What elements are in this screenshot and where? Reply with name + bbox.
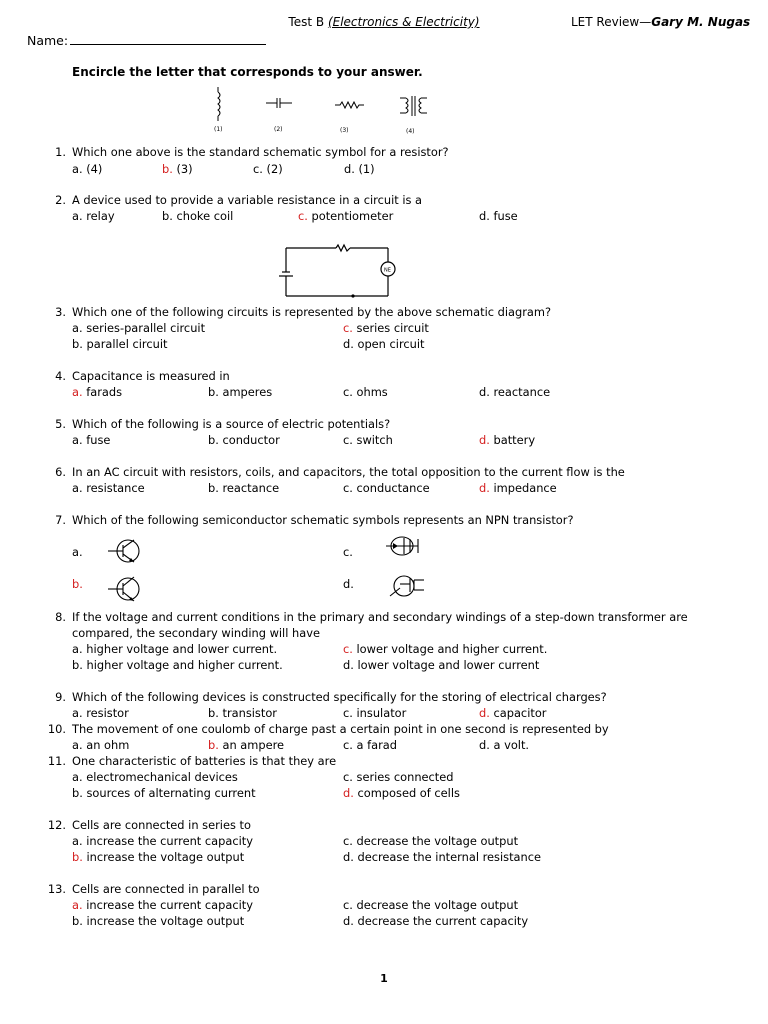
option-text: fuse	[489, 209, 518, 223]
option-letter[interactable]: d.	[343, 658, 354, 672]
option-text: resistor	[82, 706, 129, 720]
answer-option[interactable]	[72, 658, 283, 672]
option-letter[interactable]: a.	[72, 898, 83, 912]
option-letter[interactable]: d.	[479, 385, 490, 399]
question-number: 12.	[47, 818, 66, 832]
answer-option[interactable]	[72, 481, 145, 495]
option-letter[interactable]: c.	[343, 706, 353, 720]
question-stem: Which of the following semiconductor schematic symbols represents an NPN transistor?	[72, 513, 574, 527]
question-number: 7.	[55, 513, 66, 527]
option-letter[interactable]: c.	[298, 209, 308, 223]
answer-option[interactable]	[479, 706, 546, 720]
option-letter[interactable]: b.	[72, 786, 83, 800]
option-text: capacitor	[489, 706, 547, 720]
option-text: reactance	[218, 481, 280, 495]
name-row	[27, 33, 266, 48]
question-number: 4.	[55, 369, 66, 383]
capacitor-symbol	[266, 98, 292, 108]
option-letter[interactable]: c.	[343, 433, 353, 447]
option-text: reactance	[489, 385, 551, 399]
question-stem: One characteristic of batteries is that they are	[72, 754, 337, 768]
question-stem-continued: compared, the secondary winding will have	[72, 626, 320, 640]
option-letter[interactable]: b.	[162, 162, 173, 176]
option-text: series-parallel circuit	[82, 321, 206, 335]
option-letter[interactable]: d.	[343, 850, 354, 864]
option-letter[interactable]: a.	[72, 706, 83, 720]
option-text: impedance	[489, 481, 557, 495]
option-text: decrease the voltage output	[352, 898, 519, 912]
answer-option[interactable]	[298, 209, 393, 223]
question-number: 2.	[55, 193, 66, 207]
question-stem: Which one of the following circuits is represented by the above schematic diagram?	[72, 305, 552, 319]
answer-option[interactable]	[343, 321, 429, 335]
answer-option[interactable]	[343, 433, 393, 447]
option-text: potentiometer	[307, 209, 394, 223]
question-stem: Capacitance is measured in	[72, 369, 230, 383]
option-text: (2)	[262, 162, 283, 176]
symbol-label-1: (1)	[214, 126, 223, 133]
instructions: Encircle the letter that corresponds to your answer.	[72, 65, 423, 79]
question-stem: The movement of one coulomb of charge past a certain point in one second is represented by	[72, 722, 609, 736]
question-stem: If the voltage and current conditions in the primary and secondary windings of a step-down transformer are	[72, 610, 688, 624]
option-letter[interactable]: b.	[72, 850, 83, 864]
answer-option[interactable]	[343, 738, 397, 752]
answer-option[interactable]	[72, 433, 110, 447]
answer-option[interactable]	[343, 481, 430, 495]
option-letter[interactable]: b.	[72, 577, 83, 591]
transistor-a-icon	[104, 536, 152, 566]
answer-option[interactable]	[72, 770, 238, 784]
option-text: lower voltage and higher current.	[352, 642, 548, 656]
option-text: switch	[352, 433, 393, 447]
answer-option[interactable]	[343, 658, 539, 672]
review-text: LET Review—	[571, 15, 652, 29]
question-number: 8.	[55, 610, 66, 624]
page-number: 1	[380, 972, 388, 985]
option-text: higher voltage and lower current.	[82, 642, 278, 656]
transistor-d-icon	[384, 570, 430, 600]
option-letter[interactable]: c.	[343, 834, 353, 848]
option-text: transistor	[218, 706, 277, 720]
option-letter[interactable]: b.	[208, 706, 219, 720]
option-text: decrease the voltage output	[352, 834, 519, 848]
question-stem: Which of the following devices is constructed specifically for the storing of electrical charges?	[72, 690, 607, 704]
option-text: relay	[82, 209, 115, 223]
option-letter[interactable]: a.	[72, 642, 83, 656]
answer-option[interactable]	[208, 706, 277, 720]
answer-option[interactable]	[343, 898, 518, 912]
author-name: Gary M. Nugas	[651, 15, 751, 29]
option-letter[interactable]: a.	[72, 321, 83, 335]
answer-option[interactable]	[72, 642, 277, 656]
option-letter[interactable]: b.	[208, 385, 219, 399]
answer-option[interactable]	[253, 162, 283, 176]
option-text: open circuit	[353, 337, 425, 351]
question-stem: Cells are connected in series to	[72, 818, 251, 832]
option-text: increase the voltage output	[82, 914, 245, 928]
option-letter[interactable]: d.	[479, 706, 490, 720]
option-letter[interactable]: a.	[72, 545, 83, 559]
answer-option[interactable]	[72, 162, 102, 176]
option-text: series circuit	[352, 321, 429, 335]
option-letter[interactable]: d.	[343, 786, 354, 800]
answer-option[interactable]	[162, 162, 193, 176]
option-text: (3)	[172, 162, 193, 176]
option-letter[interactable]: c.	[253, 162, 263, 176]
answer-option[interactable]	[72, 834, 253, 848]
option-letter[interactable]: c.	[343, 481, 353, 495]
answer-option[interactable]	[72, 545, 83, 559]
option-text: amperes	[218, 385, 273, 399]
option-letter[interactable]: c.	[343, 898, 353, 912]
transistor-b-icon	[104, 573, 152, 605]
transistor-c-icon	[380, 533, 426, 559]
option-text: increase the current capacity	[82, 834, 253, 848]
option-text: a volt.	[489, 738, 530, 752]
answer-option[interactable]	[343, 914, 528, 928]
option-letter[interactable]: b.	[72, 337, 83, 351]
answer-option[interactable]	[479, 385, 550, 399]
option-text: farads	[82, 385, 123, 399]
name-field[interactable]	[70, 33, 266, 45]
answer-option[interactable]	[72, 914, 244, 928]
question-number: 5.	[55, 417, 66, 431]
review-label	[571, 15, 750, 29]
option-text: increase the current capacity	[82, 898, 253, 912]
answer-option[interactable]	[72, 898, 253, 912]
question-number: 10.	[47, 722, 66, 736]
option-text: ohms	[352, 385, 388, 399]
answer-option[interactable]	[72, 321, 205, 335]
option-text: conductance	[352, 481, 430, 495]
answer-option[interactable]	[343, 834, 518, 848]
question-number: 3.	[55, 305, 66, 319]
answer-option[interactable]	[72, 337, 167, 351]
symbols-figure	[200, 85, 440, 137]
question-stem: In an AC circuit with resistors, coils, and capacitors, the total opposition to the current flow is the	[72, 465, 625, 479]
option-text: sources of alternating current	[82, 786, 256, 800]
answer-option[interactable]	[343, 385, 388, 399]
option-text: choke coil	[172, 209, 234, 223]
lamp-label: NE	[384, 267, 391, 274]
test-subject: (Electronics & Electricity)	[327, 15, 480, 29]
answer-option[interactable]	[343, 786, 460, 800]
option-letter[interactable]: a.	[72, 385, 83, 399]
question-stem: Which of the following is a source of electric potentials?	[72, 417, 391, 431]
answer-option[interactable]	[72, 850, 244, 864]
option-letter[interactable]: d.	[344, 162, 355, 176]
answer-option[interactable]	[72, 706, 129, 720]
answer-option[interactable]	[72, 786, 256, 800]
option-letter[interactable]: b.	[208, 433, 219, 447]
answer-option[interactable]	[343, 850, 541, 864]
option-letter[interactable]: a.	[72, 433, 83, 447]
option-letter[interactable]: b.	[72, 914, 83, 928]
option-text: decrease the internal resistance	[353, 850, 542, 864]
option-letter[interactable]: a.	[72, 481, 83, 495]
option-text: fuse	[82, 433, 111, 447]
option-text: resistance	[82, 481, 145, 495]
option-text: electromechanical devices	[82, 770, 238, 784]
answer-option[interactable]	[479, 738, 529, 752]
option-text: decrease the current capacity	[353, 914, 529, 928]
question-number: 1.	[55, 145, 66, 159]
option-text: higher voltage and higher current.	[82, 658, 283, 672]
option-text: (4)	[82, 162, 103, 176]
test-label: Test B	[288, 15, 325, 29]
option-text: composed of cells	[353, 786, 460, 800]
answer-option[interactable]	[208, 385, 272, 399]
option-letter[interactable]: a.	[72, 209, 83, 223]
answer-option[interactable]	[72, 738, 129, 752]
option-letter[interactable]: c.	[343, 770, 353, 784]
option-text: increase the voltage output	[82, 850, 245, 864]
option-letter[interactable]: d.	[343, 914, 354, 928]
answer-option[interactable]	[343, 770, 454, 784]
option-letter[interactable]: b.	[72, 658, 83, 672]
answer-option[interactable]	[72, 209, 115, 223]
option-letter[interactable]: d.	[479, 209, 490, 223]
option-text: (1)	[354, 162, 375, 176]
answer-option[interactable]	[343, 706, 406, 720]
option-letter[interactable]: b.	[208, 481, 219, 495]
option-letter[interactable]: d.	[343, 577, 354, 591]
option-text: series connected	[352, 770, 454, 784]
option-text: an ohm	[82, 738, 130, 752]
answer-option[interactable]	[208, 433, 280, 447]
answer-option[interactable]	[208, 738, 284, 752]
answer-option[interactable]	[162, 209, 233, 223]
name-label: Name:	[27, 33, 69, 48]
option-letter[interactable]: a.	[72, 770, 83, 784]
symbol-label-4: (4)	[406, 128, 415, 135]
option-text: battery	[489, 433, 536, 447]
answer-option[interactable]	[344, 162, 375, 176]
answer-option[interactable]	[208, 481, 279, 495]
option-text: lower voltage and lower current	[353, 658, 540, 672]
symbol-label-3: (3)	[340, 127, 349, 134]
option-letter[interactable]: d.	[479, 738, 490, 752]
option-text: an ampere	[218, 738, 285, 752]
option-letter[interactable]: c.	[343, 545, 353, 559]
question-stem: Cells are connected in parallel to	[72, 882, 260, 896]
question-number: 13.	[47, 882, 66, 896]
question-number: 6.	[55, 465, 66, 479]
question-stem: A device used to provide a variable resistance in a circuit is a	[72, 193, 423, 207]
answer-option[interactable]	[343, 337, 425, 351]
option-letter[interactable]: d.	[343, 337, 354, 351]
answer-option[interactable]	[479, 433, 535, 447]
option-text: conductor	[218, 433, 280, 447]
circuit-diagram	[276, 238, 406, 302]
answer-option[interactable]	[72, 385, 122, 399]
inductor-symbol	[218, 87, 220, 121]
option-letter[interactable]: d.	[479, 433, 490, 447]
resistor-symbol	[335, 102, 364, 108]
question-number: 9.	[55, 690, 66, 704]
option-letter[interactable]: a.	[72, 834, 83, 848]
option-letter[interactable]: c.	[343, 642, 353, 656]
question-stem: Which one above is the standard schematic symbol for a resistor?	[72, 145, 449, 159]
answer-option[interactable]	[343, 577, 354, 591]
option-letter[interactable]: c.	[343, 385, 353, 399]
option-letter[interactable]: d.	[479, 481, 490, 495]
answer-option[interactable]	[479, 209, 518, 223]
option-letter[interactable]: a.	[72, 738, 83, 752]
answer-option[interactable]	[343, 545, 353, 559]
answer-option[interactable]	[479, 481, 557, 495]
answer-option[interactable]	[343, 642, 547, 656]
option-letter[interactable]: a.	[72, 162, 83, 176]
symbol-label-2: (2)	[274, 126, 283, 133]
option-letter[interactable]: b.	[162, 209, 173, 223]
option-letter[interactable]: c.	[343, 738, 353, 752]
option-letter[interactable]: c.	[343, 321, 353, 335]
question-number: 11.	[47, 754, 66, 768]
option-text: a farad	[352, 738, 397, 752]
transformer-symbol	[400, 96, 427, 116]
option-text: insulator	[352, 706, 407, 720]
answer-option[interactable]	[72, 577, 83, 591]
option-text: parallel circuit	[82, 337, 168, 351]
option-letter[interactable]: b.	[208, 738, 219, 752]
